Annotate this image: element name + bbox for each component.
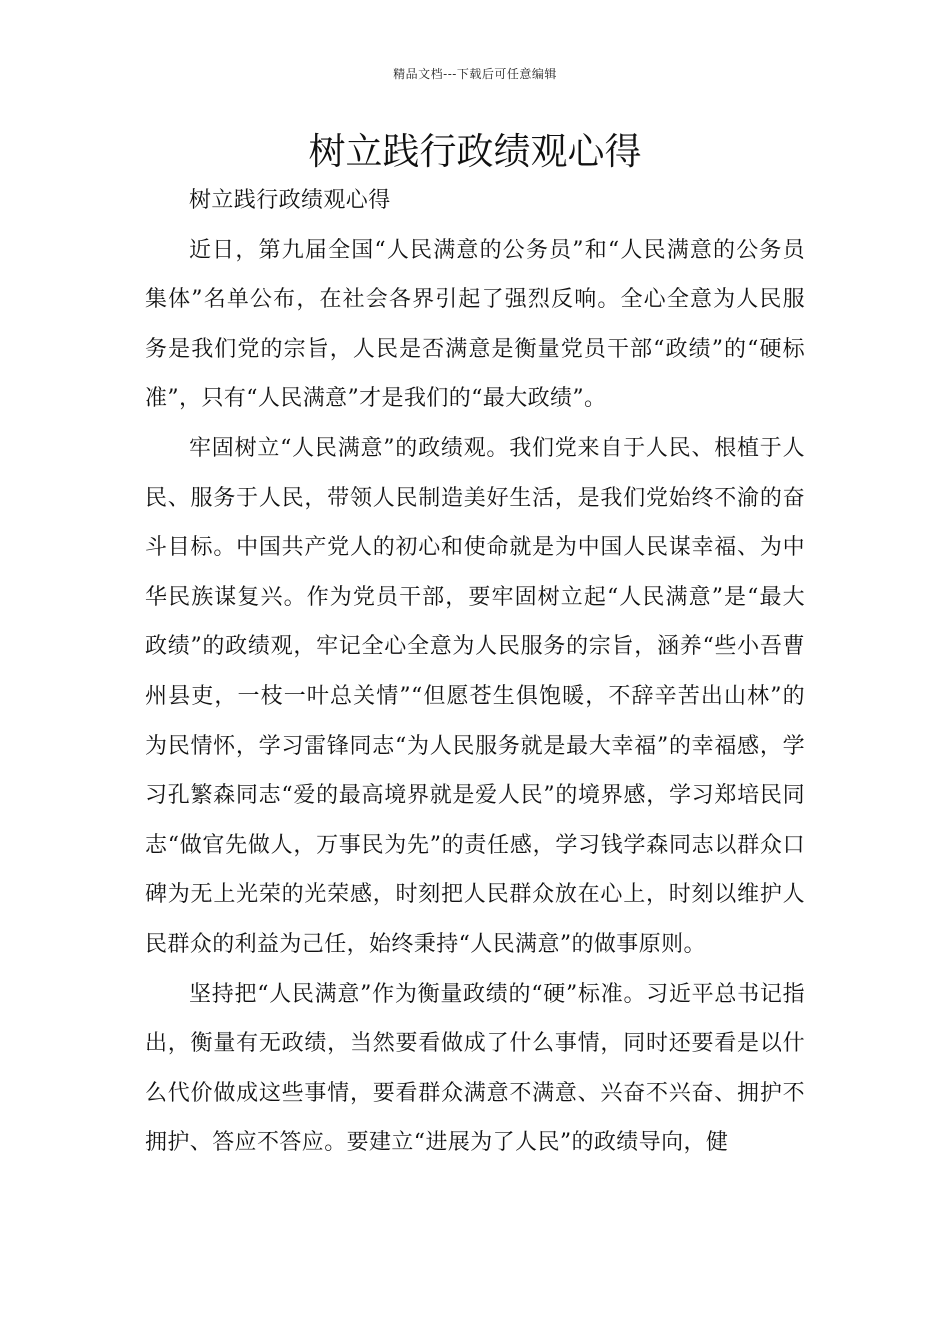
paragraph-1: 近日，第九届全国“人民满意的公务员”和“人民满意的公务员集体”名单公布，在社会各界引起了强烈反响。全心全意为人民服务是我们党的宗旨，人民是否满意是衡量党员干部“政绩”的“硬标准”，只有“人民满意”才是我们的“最大政绩”。 xyxy=(145,237,805,412)
paragraph-subtitle: 树立践行政绩观心得 xyxy=(189,188,391,213)
paragraph-2: 牢固树立“人民满意”的政绩观。我们党来自于人民、根植于人民、服务于人民，带领人民制造美好生活，是我们党始终不渝的奋斗目标。中国共产党人的初心和使命就是为中国人民谋幸福、为中华民族谋复兴。作为党员干部，要牢固树立起“人民满意”是“最大政绩”的政绩观，牢记全心全意为人民服务的宗旨，涵养“些小吾曹州县吏，一枝一叶总关情”“但愿苍生俱饱暖，不辞辛苦出山林”的为民情怀，学习雷锋同志“为人民服务就是最大幸福”的幸福感，学习孔繁森同志“爱的最高境界就是爱人民”的境界感，学习郑培民同志“做官先做人，万事民为先”的责任感，学习钱学森同志以群众口碑为无上光荣的光荣感，时刻把人民群众放在心上，时刻以维护人民群众的利益为己任，始终秉持“人民满意”的做事原则。 xyxy=(145,435,805,957)
paragraph-3: 坚持把“人民满意”作为衡量政绩的“硬”标准。习近平总书记指出，衡量有无政绩，当然要看做成了什么事情，同时还要看是以什么代价做成这些事情，要看群众满意不满意、兴奋不兴奋、拥护不拥护、答应不答应。要建立“进展为了人民”的政绩导向，健 xyxy=(145,981,805,1156)
header-note: 精品文档---下载后可任意编辑 xyxy=(393,67,557,81)
document-title: 树立践行政绩观心得 xyxy=(308,130,642,173)
document-body xyxy=(145,176,805,1168)
